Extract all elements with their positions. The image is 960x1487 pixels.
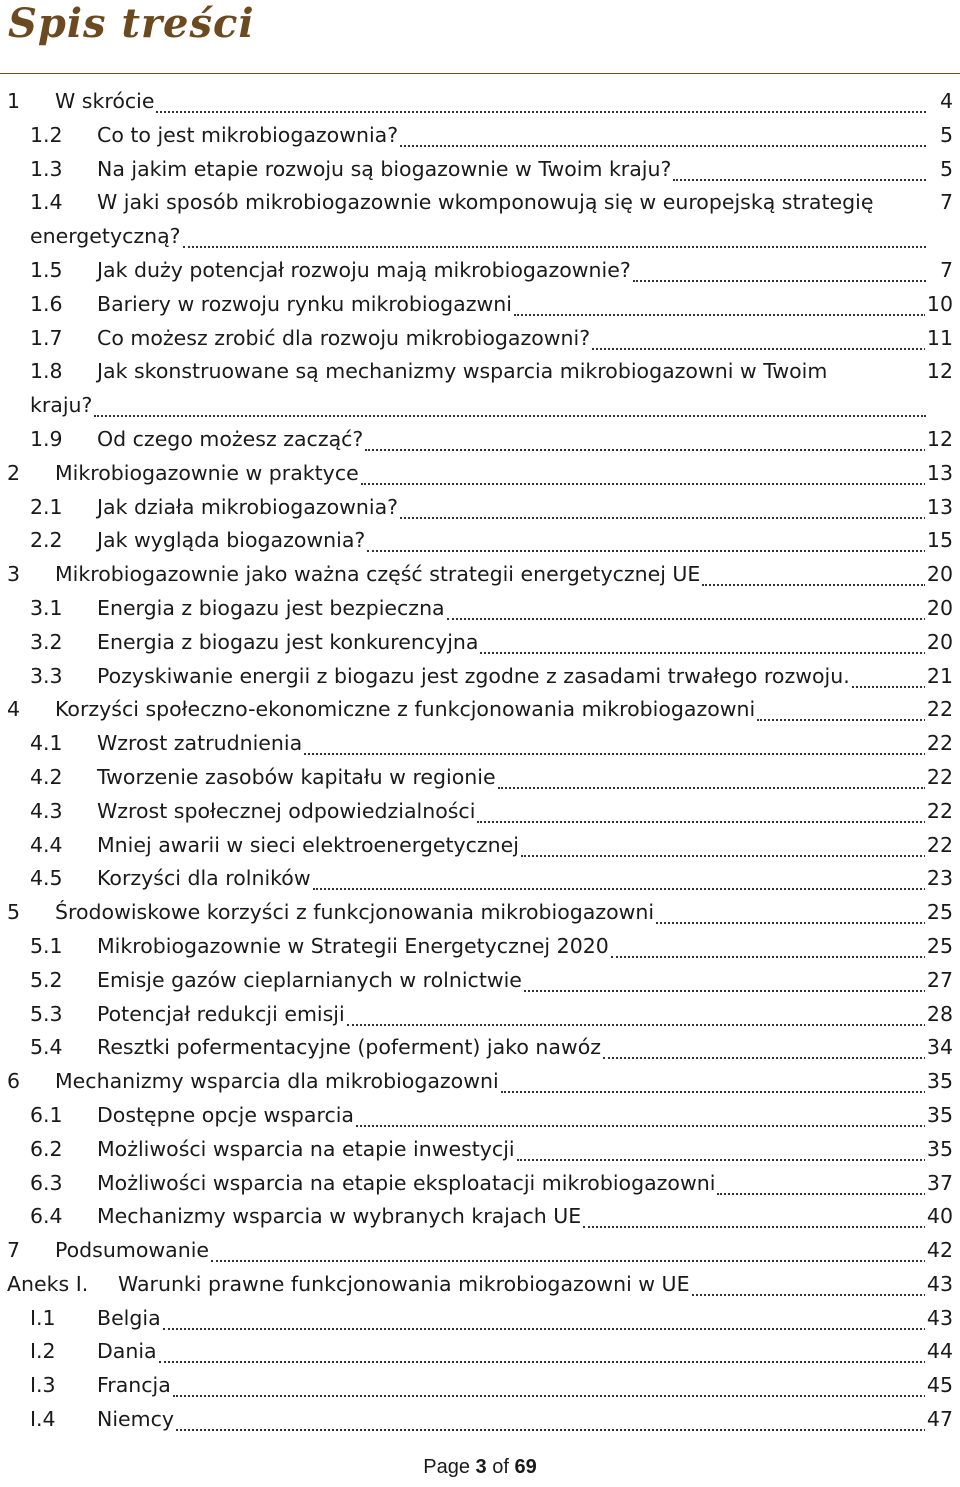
toc-entry-title: Mniej awarii w sieci elektroenergetycznej	[97, 832, 519, 857]
toc-entry-number: 1.6	[30, 291, 63, 316]
toc-entry[interactable]	[0, 524, 960, 558]
toc-dot-leader	[477, 820, 926, 823]
toc-entry-title: Możliwości wsparcia na etapie inwestycji	[97, 1136, 515, 1161]
toc-dot-leader	[365, 448, 926, 451]
toc-entry-page: 40	[925, 1200, 953, 1234]
toc-entry-page: 44	[925, 1335, 953, 1369]
toc-dot-leader	[501, 1090, 926, 1093]
toc-entry-page: 4	[938, 85, 953, 119]
toc-entry-number: 4.2	[30, 764, 63, 789]
toc-entry[interactable]	[0, 829, 960, 863]
toc-entry-number: 6	[7, 1069, 21, 1094]
toc-entry-number: Aneks I.	[7, 1271, 89, 1296]
toc-entry-page: 10	[925, 288, 953, 322]
toc-entry-number: 6.3	[30, 1170, 63, 1195]
toc-entry[interactable]	[0, 998, 960, 1032]
toc-entry-number: I.3	[30, 1373, 56, 1398]
toc-entry-title: Na jakim etapie rozwoju są biogazownie w Twoim kraju?	[97, 156, 672, 181]
toc-entry[interactable]	[0, 930, 960, 964]
toc-entry-number: 4.1	[30, 731, 63, 756]
footer-total-pages: 69	[514, 1456, 537, 1478]
toc-entry[interactable]	[0, 186, 960, 254]
toc-entry-number: 1.4	[30, 190, 63, 215]
toc-entry[interactable]	[0, 1065, 960, 1099]
toc-entry-number: 2	[7, 460, 21, 485]
toc-entry-page: 15	[925, 524, 953, 558]
toc-entry[interactable]	[0, 558, 960, 592]
toc-entry-number: 7	[7, 1238, 21, 1263]
toc-dot-leader	[367, 549, 926, 552]
toc-entry-number: 1	[7, 89, 21, 113]
toc-dot-leader	[313, 887, 926, 890]
toc-entry-title: Mechanizmy wsparcia dla mikrobiogazowni	[55, 1069, 499, 1094]
toc-entry[interactable]	[0, 288, 960, 322]
toc-entry-title: Środowiskowe korzyści z funkcjonowania mikrobiogazowni	[55, 900, 655, 925]
toc-dot-leader	[94, 414, 926, 417]
toc-entry-page: 12	[925, 355, 953, 389]
toc-entry[interactable]	[0, 457, 960, 491]
toc-dot-leader	[176, 1428, 926, 1431]
toc-entry-number: 6.2	[30, 1136, 63, 1161]
toc-entry[interactable]	[0, 727, 960, 761]
toc-entry-number: 1.7	[30, 325, 63, 350]
toc-dot-leader	[656, 921, 926, 924]
toc-dot-leader	[757, 718, 926, 721]
toc-entry-number: 5	[7, 900, 21, 925]
toc-dot-leader	[702, 583, 926, 586]
toc-entry-title: Mechanizmy wsparcia w wybranych krajach UE	[97, 1204, 582, 1229]
toc-entry-title: Francja	[97, 1373, 171, 1398]
toc-entry[interactable]	[0, 85, 960, 119]
toc-entry-number: 4.5	[30, 866, 63, 891]
toc-entry-title: Jak działa mikrobiogazownia?	[97, 494, 399, 519]
toc-entry-title: Emisje gazów cieplarnianych w rolnictwie	[97, 967, 522, 992]
toc-entry-title: Co to jest mikrobiogazownia?	[97, 122, 399, 147]
toc-entry[interactable]	[0, 761, 960, 795]
toc-entry-number: 1.9	[30, 426, 63, 451]
toc-entry-title: Tworzenie zasobów kapitału w regionie	[97, 764, 496, 789]
toc-entry-page: 20	[925, 592, 953, 626]
toc-dot-leader	[163, 1327, 926, 1330]
toc-dot-leader	[524, 989, 926, 992]
toc-entry-page: 23	[925, 862, 953, 896]
toc-entry-title: Dostępne opcje wsparcia	[97, 1102, 354, 1127]
toc-dot-leader	[603, 1056, 926, 1059]
toc-entry-title: Wzrost społecznej odpowiedzialności	[97, 798, 476, 823]
toc-entry[interactable]	[0, 862, 960, 896]
table-of-contents	[0, 85, 960, 1437]
toc-entry-title: W skrócie	[55, 89, 155, 113]
toc-entry-page: 7	[938, 254, 953, 288]
toc-entry-title: Możliwości wsparcia na etapie eksploatacji mikrobiogazowni	[97, 1170, 716, 1195]
toc-entry-page: 22	[925, 829, 953, 863]
footer-of-word: of	[492, 1456, 509, 1478]
toc-entry[interactable]	[0, 592, 960, 626]
toc-entry-page: 7	[938, 186, 953, 220]
toc-entry-number: 1.5	[30, 257, 63, 282]
toc-entry[interactable]	[0, 423, 960, 457]
page-title: Spis treści	[8, 0, 255, 47]
toc-entry-page: 35	[925, 1099, 953, 1133]
toc-entry-number: 1.8	[30, 359, 63, 384]
toc-entry-page: 27	[925, 964, 953, 998]
toc-entry-page: 22	[925, 727, 953, 761]
toc-entry[interactable]	[0, 119, 960, 153]
toc-entry-number: 3.2	[30, 629, 63, 654]
toc-entry-page: 12	[925, 423, 953, 457]
toc-entry-title: Niemcy	[97, 1407, 175, 1432]
toc-entry[interactable]	[0, 693, 960, 727]
toc-entry-page: 5	[938, 119, 953, 153]
toc-entry-title: Belgia	[97, 1305, 161, 1330]
toc-entry-number: I.2	[30, 1339, 56, 1364]
toc-dot-leader	[521, 854, 926, 857]
toc-entry-title: W jaki sposób mikrobiogazownie wkomponowują się w europejską strategię	[97, 190, 874, 215]
toc-dot-leader	[159, 1360, 926, 1363]
toc-entry-title: Mikrobiogazownie w Strategii Energetycznej 2020	[97, 933, 609, 958]
toc-entry-title: Korzyści społeczno-ekonomiczne z funkcjonowania mikrobiogazowni	[55, 697, 756, 722]
toc-entry-number: 6.4	[30, 1204, 63, 1229]
toc-entry[interactable]	[0, 1268, 960, 1302]
toc-entry-number: 5.2	[30, 967, 63, 992]
toc-dot-leader	[592, 347, 926, 350]
toc-dot-leader	[156, 110, 926, 113]
toc-entry-title: Potencjał redukcji emisji	[97, 1001, 345, 1026]
toc-entry-page: 22	[925, 693, 953, 727]
title-divider	[0, 73, 960, 74]
toc-entry-title: Co możesz zrobić dla rozwoju mikrobiogazowni?	[97, 325, 591, 350]
toc-entry[interactable]	[0, 1167, 960, 1201]
toc-entry-page: 37	[925, 1167, 953, 1201]
toc-entry[interactable]	[0, 660, 960, 694]
toc-entry-page: 21	[925, 660, 953, 694]
toc-entry-page: 42	[925, 1234, 953, 1268]
toc-entry-title: Dania	[97, 1339, 157, 1364]
toc-entry-title: Warunki prawne funkcjonowania mikrobiogazowni w UE	[118, 1271, 690, 1296]
toc-entry-number: 4	[7, 697, 21, 722]
toc-entry-number: 1.3	[30, 156, 63, 181]
toc-entry[interactable]	[0, 896, 960, 930]
toc-dot-leader	[498, 786, 926, 789]
toc-dot-leader	[692, 1293, 926, 1296]
toc-entry-title: Wzrost zatrudnienia	[97, 731, 303, 756]
toc-entry[interactable]	[0, 1200, 960, 1234]
toc-dot-leader	[400, 144, 926, 147]
toc-entry-title: Podsumowanie	[55, 1238, 210, 1263]
toc-dot-leader	[211, 1259, 926, 1262]
toc-entry-title: Mikrobiogazownie w praktyce	[55, 460, 359, 485]
toc-entry[interactable]	[0, 1302, 960, 1336]
toc-dot-leader	[361, 482, 926, 485]
toc-entry-page: 35	[925, 1065, 953, 1099]
toc-entry[interactable]	[0, 355, 960, 423]
toc-entry-title: Jak skonstruowane są mechanizmy wsparcia mikrobiogazowni w Twoim	[97, 359, 828, 384]
toc-entry-number: I.1	[30, 1305, 56, 1330]
toc-entry-page: 25	[925, 930, 953, 964]
toc-entry-number: 4.4	[30, 832, 63, 857]
toc-entry-title: Od czego możesz zacząć?	[97, 426, 364, 451]
toc-entry-title: Jak wygląda biogazownia?	[97, 528, 366, 553]
toc-entry-number: 2.1	[30, 494, 63, 519]
toc-dot-leader	[304, 752, 926, 755]
toc-dot-leader	[480, 651, 926, 654]
toc-entry-title-continued: kraju?	[30, 393, 93, 418]
toc-entry-title: Energia z biogazu jest konkurencyjna	[97, 629, 479, 654]
toc-entry-page: 28	[925, 998, 953, 1032]
toc-entry-page: 11	[925, 322, 953, 356]
toc-entry-page: 43	[925, 1302, 953, 1336]
toc-entry-number: 3.3	[30, 663, 63, 688]
toc-dot-leader	[717, 1192, 926, 1195]
toc-dot-leader	[673, 178, 926, 181]
toc-entry-page: 20	[925, 558, 953, 592]
toc-entry-title: Bariery w rozwoju rynku mikrobiogazwni	[97, 291, 512, 316]
toc-dot-leader	[852, 685, 926, 688]
toc-entry-number: 5.4	[30, 1035, 63, 1060]
toc-entry[interactable]	[0, 1099, 960, 1133]
toc-entry-page: 13	[925, 491, 953, 525]
toc-dot-leader	[400, 516, 926, 519]
toc-entry[interactable]	[0, 491, 960, 525]
toc-entry-page: 25	[925, 896, 953, 930]
toc-entry-page: 47	[925, 1403, 953, 1437]
toc-entry-number: 3.1	[30, 595, 63, 620]
toc-entry-page: 13	[925, 457, 953, 491]
toc-entry[interactable]	[0, 1335, 960, 1369]
toc-dot-leader	[447, 617, 926, 620]
toc-entry-number: 5.3	[30, 1001, 63, 1026]
page-footer	[0, 1456, 960, 1479]
toc-dot-leader	[611, 955, 926, 958]
toc-entry-title: Energia z biogazu jest bezpieczna	[97, 595, 445, 620]
toc-entry-page: 45	[925, 1369, 953, 1403]
toc-dot-leader	[517, 1158, 926, 1161]
toc-dot-leader	[583, 1225, 926, 1228]
toc-entry[interactable]	[0, 1234, 960, 1268]
toc-entry-number: I.4	[30, 1407, 56, 1432]
footer-current-page: 3	[475, 1456, 487, 1478]
toc-entry[interactable]	[0, 153, 960, 187]
toc-entry-number: 6.1	[30, 1102, 63, 1127]
toc-dot-leader	[347, 1023, 926, 1026]
toc-dot-leader	[356, 1124, 926, 1127]
toc-dot-leader	[173, 1394, 926, 1397]
toc-entry-page: 43	[925, 1268, 953, 1302]
toc-entry[interactable]	[0, 626, 960, 660]
toc-entry-number: 1.2	[30, 122, 63, 147]
toc-entry-number: 5.1	[30, 933, 63, 958]
toc-entry-page: 22	[925, 795, 953, 829]
toc-entry-page: 22	[925, 761, 953, 795]
toc-entry[interactable]	[0, 964, 960, 998]
toc-entry[interactable]	[0, 795, 960, 829]
toc-entry-title: Mikrobiogazownie jako ważna część strategii energetycznej UE	[55, 562, 701, 587]
toc-entry[interactable]	[0, 322, 960, 356]
toc-entry-number: 2.2	[30, 528, 63, 553]
toc-entry-title: Korzyści dla rolników	[97, 866, 311, 891]
footer-page-word: Page	[423, 1456, 470, 1478]
toc-entry[interactable]	[0, 1403, 960, 1437]
toc-entry-page: 20	[925, 626, 953, 660]
toc-entry-number: 3	[7, 562, 21, 587]
toc-entry-number: 4.3	[30, 798, 63, 823]
toc-entry-page: 34	[925, 1031, 953, 1065]
toc-entry[interactable]	[0, 254, 960, 288]
toc-entry-title: Resztki pofermentacyjne (poferment) jako nawóz	[97, 1035, 602, 1060]
toc-entry-page: 5	[938, 153, 953, 187]
toc-entry-page: 35	[925, 1133, 953, 1167]
toc-entry-title-continued: energetyczną?	[30, 224, 181, 249]
toc-entry-title: Pozyskiwanie energii z biogazu jest zgodne z zasadami trwałego rozwoju.	[97, 663, 850, 688]
toc-entry-title: Jak duży potencjał rozwoju mają mikrobiogazownie?	[97, 257, 631, 282]
toc-entry[interactable]	[0, 1133, 960, 1167]
toc-entry[interactable]	[0, 1369, 960, 1403]
toc-dot-leader	[633, 279, 926, 282]
toc-dot-leader	[183, 245, 926, 248]
toc-entry[interactable]	[0, 1031, 960, 1065]
toc-dot-leader	[514, 313, 926, 316]
